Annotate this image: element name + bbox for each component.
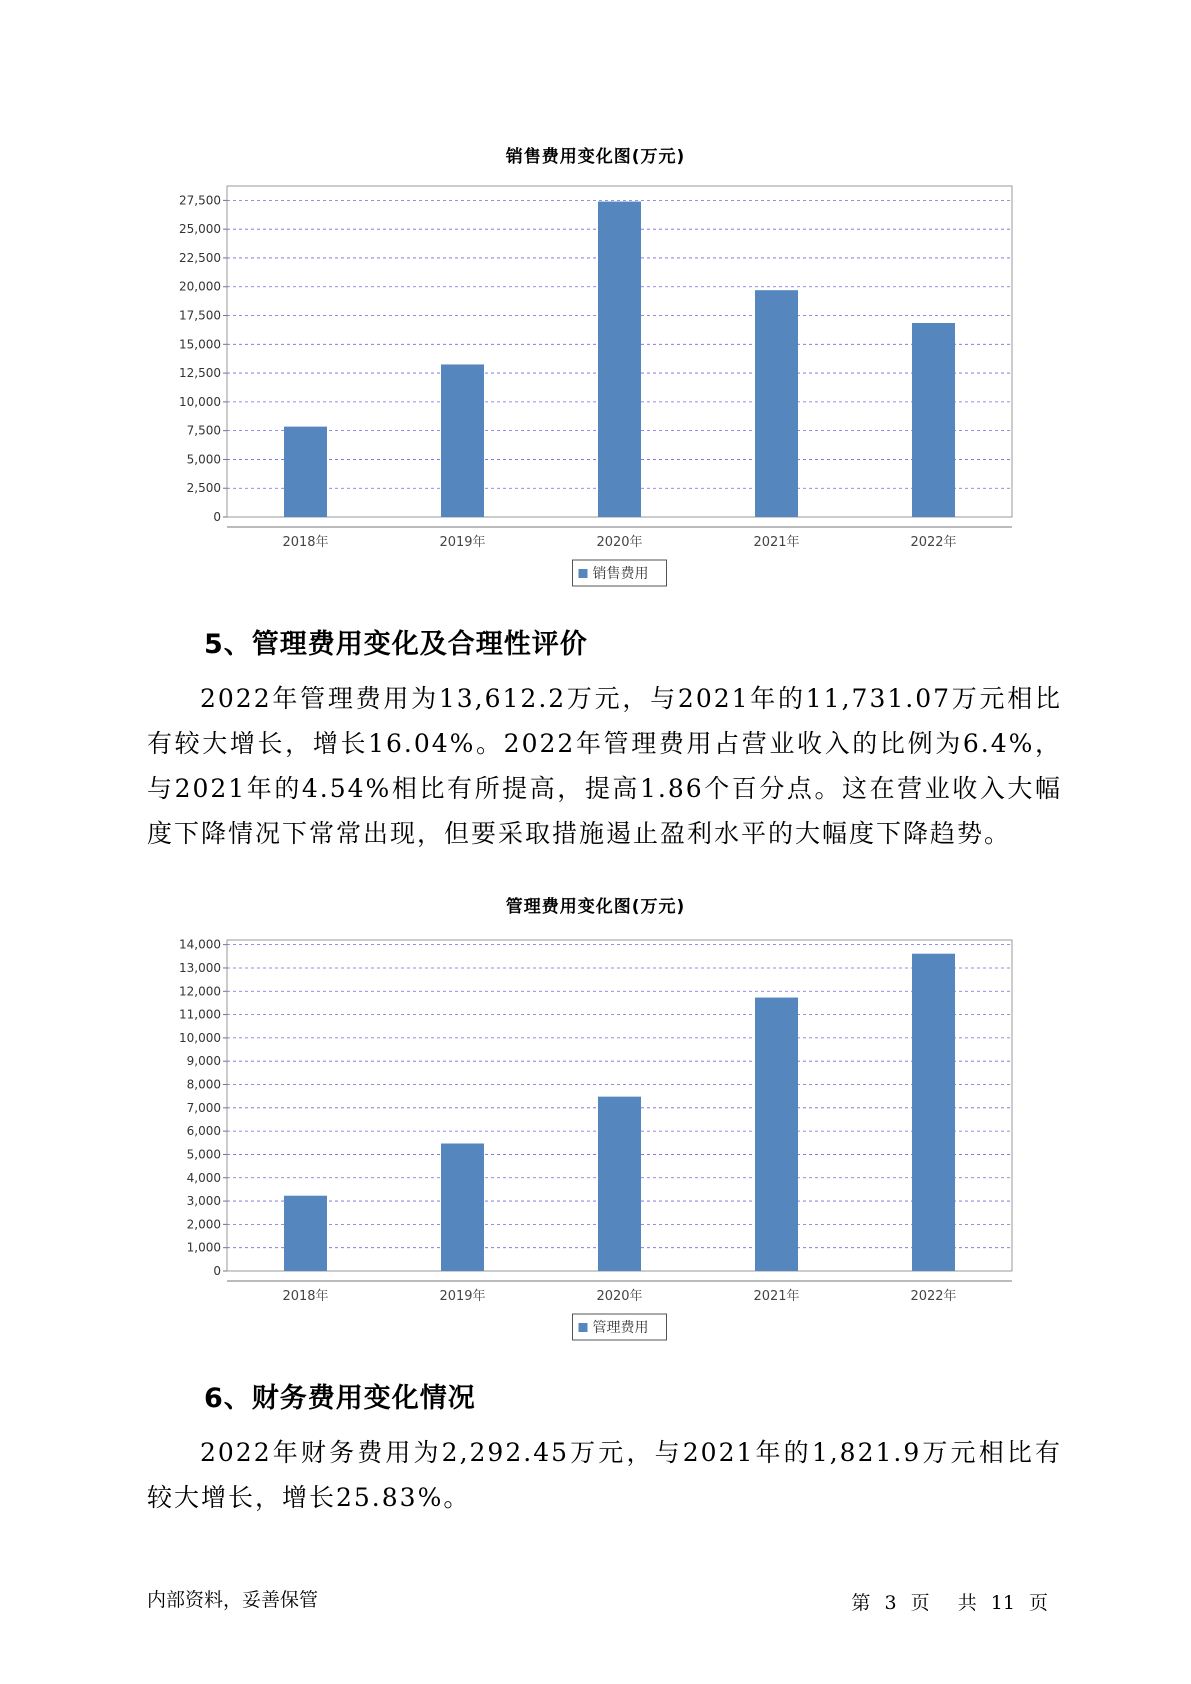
x-tick-label: 2018年 [282, 1289, 329, 1304]
y-tick-label: 7,500 [186, 423, 221, 438]
x-tick-label: 2021年 [753, 535, 800, 550]
y-tick-label: 11,000 [179, 1007, 221, 1022]
y-tick-label: 6,000 [186, 1124, 221, 1139]
footer-page-info [847, 1588, 1052, 1615]
y-tick-label: 10,000 [179, 1030, 221, 1045]
y-tick-label: 14,000 [179, 937, 221, 952]
y-tick-label: 7,000 [186, 1100, 221, 1115]
y-tick-label: 2,000 [186, 1217, 221, 1232]
x-tick-label: 2019年 [439, 1289, 486, 1304]
y-tick-label: 8,000 [186, 1077, 221, 1092]
chart-title-sales: 销售费用变化图(万元) [505, 147, 686, 167]
bar [755, 998, 798, 1271]
y-tick-label: 10,000 [179, 394, 221, 409]
x-tick-label: 2021年 [753, 1289, 800, 1304]
bar [441, 1143, 484, 1271]
footer-total-prefix: 共 [957, 1592, 977, 1614]
footer-total-unit: 页 [1028, 1592, 1048, 1614]
y-tick-label: 12,500 [179, 366, 221, 381]
x-tick-label: 2022年 [910, 535, 957, 550]
footer-page-number: 3 [884, 1592, 897, 1614]
section-5-paragraph: 2022年管理费用为13,612.2万元，与2021年的11,731.07万元相比有较大增长，增长16.04%。2022年管理费用占营业收入的比例为6.4%，与2021年的4.54%相比有所提高，提高1.86个百分点。这在营业收入大幅度下降情况下常常出现，但要采取措施遏止盈利水平的大幅度下降趋势。 [147, 684, 1062, 848]
legend-swatch [579, 1323, 588, 1332]
y-tick-label: 5,000 [186, 452, 221, 467]
bar [598, 1097, 641, 1271]
x-tick-label: 2020年 [596, 535, 643, 550]
y-tick-label: 13,000 [179, 960, 221, 975]
bar [284, 1196, 327, 1271]
y-tick-label: 25,000 [179, 222, 221, 237]
y-tick-label: 27,500 [179, 193, 221, 208]
legend-label: 销售费用 [592, 566, 649, 582]
x-tick-label: 2022年 [910, 1289, 957, 1304]
y-tick-label: 2,500 [186, 481, 221, 496]
chart-title-admin: 管理费用变化图(万元) [505, 897, 686, 917]
section-6-heading: 6、财务费用变化情况 [204, 1383, 476, 1414]
x-tick-label: 2018年 [282, 535, 329, 550]
footer-total-pages: 11 [990, 1592, 1015, 1614]
x-tick-label: 2020年 [596, 1289, 643, 1304]
y-tick-label: 22,500 [179, 250, 221, 265]
y-tick-label: 12,000 [179, 984, 221, 999]
legend-label: 管理费用 [592, 1320, 649, 1336]
y-tick-label: 0 [213, 510, 221, 524]
y-tick-label: 1,000 [186, 1240, 221, 1255]
y-tick-label: 15,000 [179, 337, 221, 352]
y-tick-label: 17,500 [179, 308, 221, 323]
section-6-paragraph: 2022年财务费用为2,292.45万元，与2021年的1,821.9万元相比有较大增长，增长25.83%。 [147, 1438, 1062, 1512]
y-tick-label: 4,000 [186, 1170, 221, 1185]
y-tick-label: 9,000 [186, 1054, 221, 1069]
x-tick-label: 2019年 [439, 535, 486, 550]
footer-page-prefix: 第 [851, 1592, 871, 1614]
footer-page-unit: 页 [910, 1592, 930, 1614]
bar [912, 954, 955, 1271]
y-tick-label: 0 [213, 1264, 221, 1278]
section-5-heading: 5、管理费用变化及合理性评价 [204, 629, 588, 660]
y-tick-label: 20,000 [179, 279, 221, 294]
footer-confidential: 内部资料，妥善保管 [147, 1589, 319, 1611]
y-tick-label: 3,000 [186, 1194, 221, 1209]
y-tick-label: 5,000 [186, 1147, 221, 1162]
